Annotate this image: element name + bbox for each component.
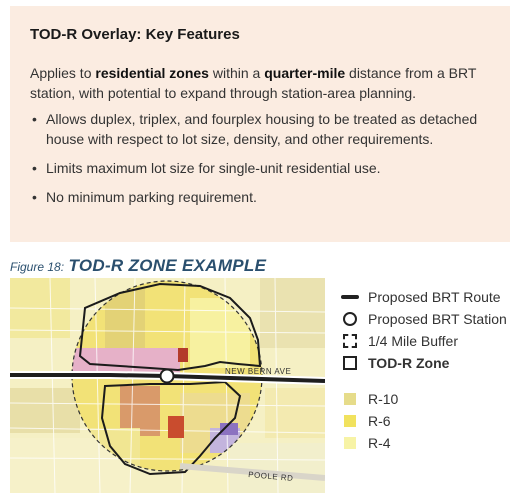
callout-intro: Applies to residential zones within a quarter-mile distance from a BRT station, with potential to expand through station-area planning. — [30, 65, 477, 101]
legend-item: Proposed BRT Station — [340, 308, 520, 330]
key-features-callout — [10, 6, 510, 242]
route-line-icon — [340, 295, 360, 299]
zoning-map — [10, 278, 325, 493]
bullet-icon: • — [32, 160, 37, 176]
brt-station-marker — [161, 370, 174, 383]
legend-item: R-4 — [340, 432, 520, 454]
zoning-map-graphic — [10, 278, 325, 493]
legend-item: Proposed BRT Route — [340, 286, 520, 308]
zone-box-icon — [340, 356, 360, 370]
legend-item: R-10 — [340, 388, 520, 410]
buffer-dashed-icon — [340, 334, 360, 348]
zone-patch — [265, 388, 325, 438]
zone-patch — [10, 388, 80, 433]
map-legend — [340, 286, 520, 454]
road-label: NEW BERN AVE — [225, 367, 292, 376]
feature-item: • Allows duplex, triplex, and fourplex housing to be treated as detached house with respect to lot size, density, and other requirements. — [32, 111, 478, 147]
road-label: POOLE RD — [247, 470, 294, 483]
bullet-icon: • — [32, 189, 37, 205]
feature-item: • No minimum parking requirement. — [32, 189, 257, 205]
commercial-parcel — [178, 348, 188, 362]
swatch-r6 — [344, 415, 356, 427]
figure-title: TOD-R ZONE EXAMPLE — [68, 256, 267, 275]
bullet-icon: • — [32, 111, 37, 127]
zone-patch — [260, 278, 325, 348]
figure-caption — [10, 256, 266, 276]
feature-item: • Limits maximum lot size for single-unit residential use. — [32, 160, 381, 176]
swatch-r4 — [344, 437, 356, 449]
legend-item: TOD-R Zone — [340, 352, 520, 374]
figure-label: Figure 18: — [10, 260, 65, 274]
feature-list — [30, 109, 492, 207]
commercial-parcel — [168, 416, 184, 438]
station-circle-icon — [340, 312, 360, 326]
legend-item: R-6 — [340, 410, 520, 432]
callout-title: TOD-R Overlay: Key Features — [30, 26, 240, 43]
legend-item: 1/4 Mile Buffer — [340, 330, 520, 352]
swatch-r10 — [344, 393, 356, 405]
